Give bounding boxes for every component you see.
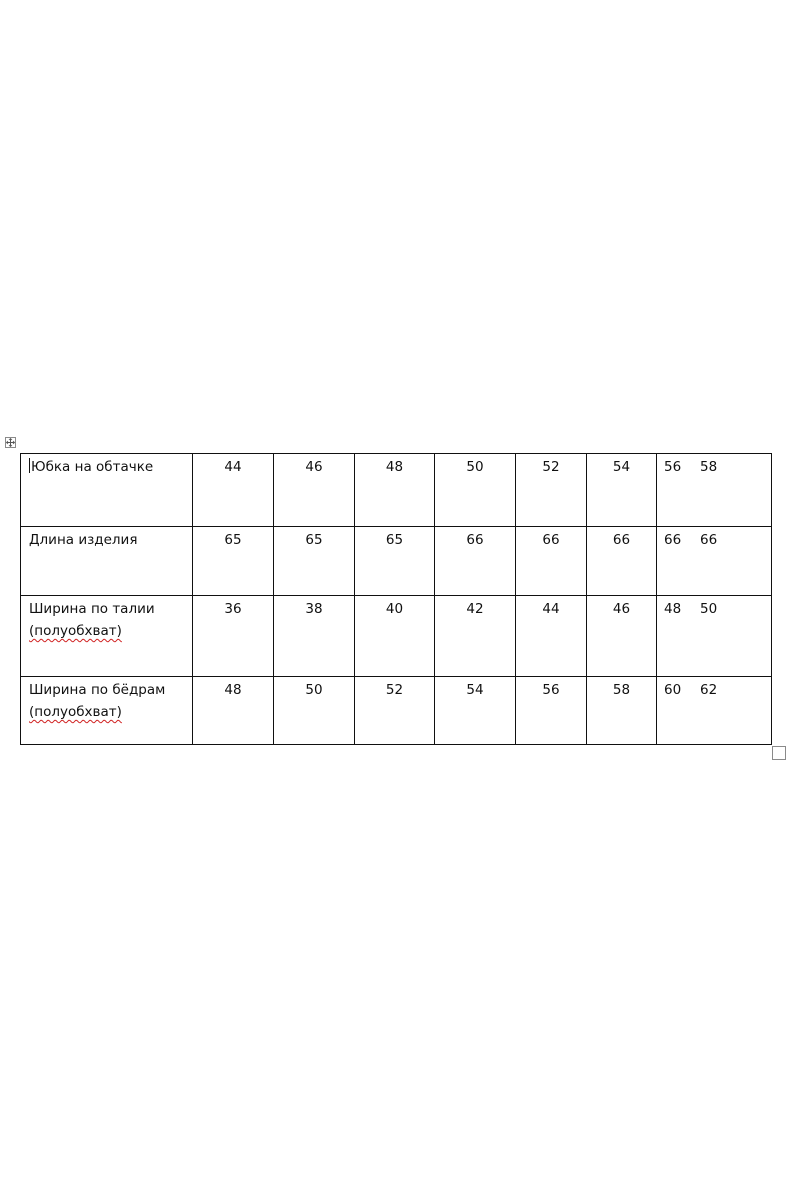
value-cell[interactable]: 66 — [435, 527, 516, 596]
value: 58 — [700, 459, 718, 475]
value-cell[interactable]: 56 — [516, 677, 587, 745]
value-cell[interactable]: 66 — [516, 527, 587, 596]
row-label: Ширина по бёдрам — [29, 682, 166, 698]
value-cell[interactable]: 44 — [516, 596, 587, 677]
value-cell[interactable]: 48 — [355, 454, 435, 527]
value: 48 — [664, 601, 682, 617]
table-move-handle-icon[interactable] — [5, 437, 16, 448]
row-label-cell[interactable] — [21, 596, 193, 677]
row-label: Ширина по талии — [29, 601, 155, 617]
value-cell[interactable]: 46 — [274, 454, 355, 527]
value-cell[interactable]: 65 — [274, 527, 355, 596]
value-cell[interactable]: 54 — [435, 677, 516, 745]
value-pair-cell[interactable] — [657, 454, 772, 527]
value-cell[interactable]: 40 — [355, 596, 435, 677]
value-cell[interactable]: 36 — [193, 596, 274, 677]
row-label: Длина изделия — [29, 532, 138, 548]
value: 66 — [664, 532, 682, 548]
row-label-cell[interactable] — [21, 677, 193, 745]
value: 50 — [700, 601, 718, 617]
size-chart-table — [20, 453, 772, 745]
value-cell[interactable]: 46 — [587, 596, 657, 677]
value-cell[interactable]: 44 — [193, 454, 274, 527]
table-row — [21, 454, 772, 527]
value-cell[interactable]: 52 — [355, 677, 435, 745]
value: 60 — [664, 682, 682, 698]
value: 56 — [664, 459, 682, 475]
value-cell[interactable]: 48 — [193, 677, 274, 745]
row-label-sub: (полуобхват) — [29, 704, 122, 720]
row-label: Юбка на обтачке — [31, 459, 154, 475]
value-cell[interactable]: 52 — [516, 454, 587, 527]
value-cell[interactable]: 66 — [587, 527, 657, 596]
value-cell[interactable]: 50 — [435, 454, 516, 527]
text-cursor — [29, 458, 30, 473]
row-label-cell[interactable] — [21, 454, 193, 527]
value-cell[interactable]: 65 — [193, 527, 274, 596]
value-cell[interactable]: 50 — [274, 677, 355, 745]
table-row — [21, 527, 772, 596]
value-pair-cell[interactable] — [657, 596, 772, 677]
value-pair-cell[interactable] — [657, 527, 772, 596]
value: 62 — [700, 682, 718, 698]
table-row — [21, 677, 772, 745]
row-label-cell[interactable] — [21, 527, 193, 596]
value-cell[interactable]: 54 — [587, 454, 657, 527]
value-cell[interactable]: 38 — [274, 596, 355, 677]
value-cell[interactable]: 65 — [355, 527, 435, 596]
value-cell[interactable]: 42 — [435, 596, 516, 677]
value-pair-cell[interactable] — [657, 677, 772, 745]
table-row — [21, 596, 772, 677]
value-cell[interactable]: 58 — [587, 677, 657, 745]
table-resize-handle-icon[interactable] — [772, 746, 786, 760]
row-label-sub: (полуобхват) — [29, 623, 122, 639]
value: 66 — [700, 532, 718, 548]
